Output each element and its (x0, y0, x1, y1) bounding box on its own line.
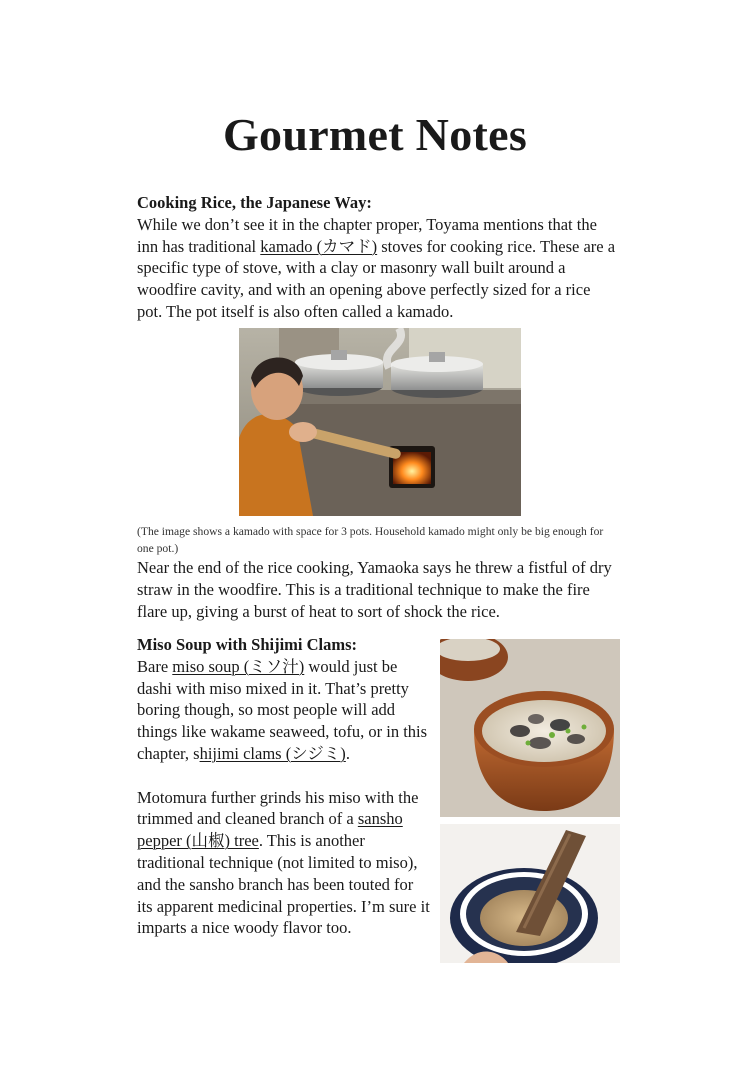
sansho-grinding-photo (440, 824, 620, 963)
sansho-pepper-link[interactable]: sansho pepper (山椒) tree (137, 809, 403, 851)
miso-section-heading: Miso Soup with Shijimi Clams: (137, 635, 358, 654)
page-title: Gourmet Notes (222, 109, 528, 160)
miso-paragraph-2 (137, 787, 432, 940)
shijimi-soup-photo (440, 639, 620, 817)
rice-section (137, 192, 617, 323)
miso-section (137, 634, 432, 939)
rice-paragraph-2: Near the end of the rice cooking, Yamaoka says he threw a fistful of dry straw in the woodfire. This is a traditional technique to make the fire flare up, giving a burst of heat to sort of shock the rice. (137, 558, 612, 621)
miso-paragraph-1-text-end: . (345, 743, 350, 763)
kamado-link[interactable]: kamado (カマド) (260, 236, 378, 256)
miso-paragraph-1 (137, 656, 432, 765)
paragraph-spacer (137, 765, 432, 787)
rice-paragraph-1-text: While we don’t see it in the chapter proper, Toyama mentions that the inn has traditional (137, 214, 597, 256)
rice-paragraph-1 (137, 214, 617, 323)
rice-section-heading: Cooking Rice, the Japanese Way: (137, 193, 372, 212)
shijimi-clams-link[interactable]: hijimi clams (シジミ) (199, 743, 346, 763)
miso-paragraph-1-text-mid: would just be dashi with miso mixed in it. That’s pretty boring though, so most people will add things like wakame seaweed, tofu, or in this chapter, s (137, 656, 428, 763)
miso-soup-link[interactable]: miso soup (ミソ汁) (172, 656, 305, 676)
rice-paragraph-1-text-end: stoves for cooking rice. These are a specific type of stove, with a clay or masonry wall built around a woodfire cavity, and with an opening above perfectly sized for a rice pot. The pot itself is also often called a kamado. (137, 236, 616, 321)
miso-paragraph-2-text-end: . This is another traditional technique (not limited to miso), and the sansho branch has been touted for its apparent medicinal properties. I’m sure it imparts a nice woody flavor too. (137, 831, 430, 938)
kamado-image-caption: (The image shows a kamado with space for 3 pots. Household kamado might only be big enough for one pot.) (137, 525, 604, 555)
kamado-photo (239, 328, 521, 516)
miso-paragraph-2-text: Motomura further grinds his miso with the trimmed and cleaned branch of a (137, 787, 419, 829)
miso-paragraph-1-text: Bare (137, 656, 173, 676)
